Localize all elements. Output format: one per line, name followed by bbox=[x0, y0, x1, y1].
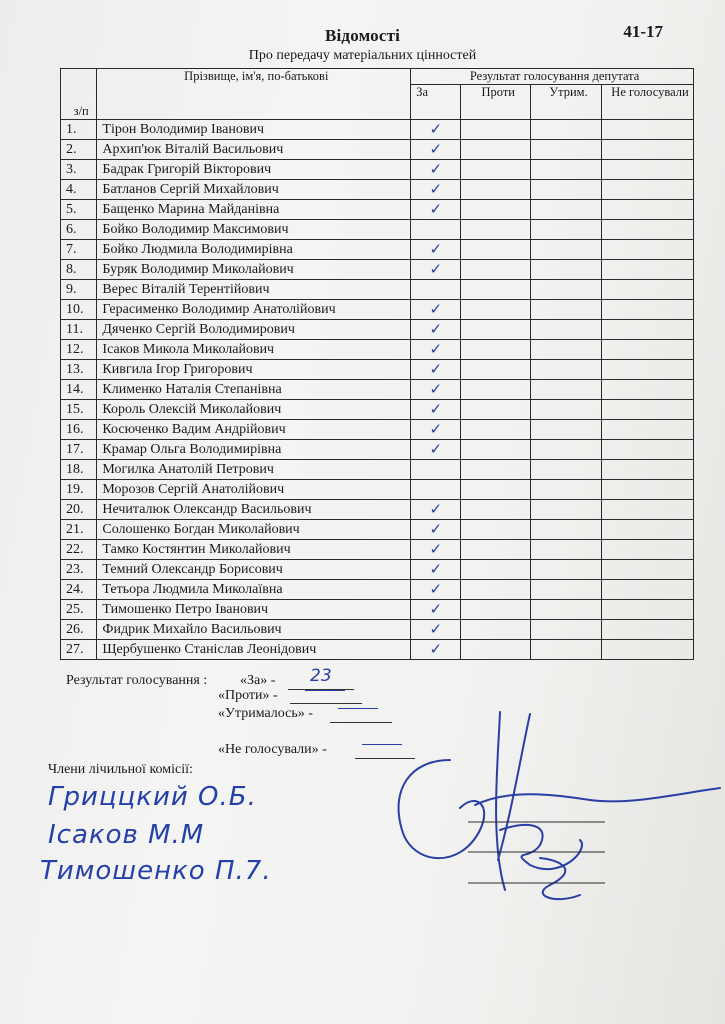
row-vote-proty bbox=[461, 260, 531, 280]
check-mark-icon: ✓ bbox=[429, 400, 443, 418]
row-vote-utr bbox=[531, 340, 602, 360]
table-row bbox=[61, 500, 694, 520]
row-vote-za bbox=[411, 440, 461, 460]
row-number: 17. bbox=[61, 440, 97, 460]
result-header: Результат голосування депутата bbox=[411, 69, 694, 85]
row-vote-proty bbox=[461, 180, 531, 200]
row-vote-ne bbox=[601, 600, 693, 620]
voting-table bbox=[60, 68, 694, 660]
row-vote-za bbox=[411, 520, 461, 540]
za-header: За bbox=[411, 85, 461, 120]
row-vote-ne bbox=[601, 500, 693, 520]
row-vote-za bbox=[411, 120, 461, 140]
row-number: 1. bbox=[61, 120, 97, 140]
name-header: Прізвище, ім'я, по-батькові bbox=[97, 69, 411, 120]
row-vote-proty bbox=[461, 160, 531, 180]
row-vote-za bbox=[411, 380, 461, 400]
row-name: Косюченко Вадим Андрійович bbox=[97, 420, 411, 440]
row-name: Кивгила Ігор Григорович bbox=[97, 360, 411, 380]
row-name: Морозов Сергій Анатолійович bbox=[97, 480, 411, 500]
row-number: 5. bbox=[61, 200, 97, 220]
row-vote-ne bbox=[601, 180, 693, 200]
check-mark-icon: ✓ bbox=[429, 500, 443, 518]
row-vote-utr bbox=[531, 480, 602, 500]
row-vote-utr bbox=[531, 240, 602, 260]
row-vote-za bbox=[411, 140, 461, 160]
row-name: Ісаков Микола Миколайович bbox=[97, 340, 411, 360]
row-number: 23. bbox=[61, 560, 97, 580]
check-mark-icon: ✓ bbox=[429, 140, 443, 158]
row-vote-za bbox=[411, 160, 461, 180]
table-row bbox=[61, 640, 694, 660]
table-row bbox=[61, 520, 694, 540]
row-vote-ne bbox=[601, 160, 693, 180]
row-vote-proty bbox=[461, 140, 531, 160]
table-row bbox=[61, 600, 694, 620]
row-number: 21. bbox=[61, 520, 97, 540]
result-ne-label: «Не голосували» - bbox=[218, 742, 327, 757]
row-name: Архип'юк Віталій Васильович bbox=[97, 140, 411, 160]
row-number: 19. bbox=[61, 480, 97, 500]
row-vote-za bbox=[411, 480, 461, 500]
table-row bbox=[61, 580, 694, 600]
result-proty-label: «Проти» - bbox=[218, 688, 278, 703]
row-vote-utr bbox=[531, 160, 602, 180]
row-number: 6. bbox=[61, 220, 97, 240]
row-vote-za bbox=[411, 600, 461, 620]
table-row bbox=[61, 360, 694, 380]
ne-header: Не голосували bbox=[601, 85, 693, 120]
document-title: Відомості bbox=[324, 26, 401, 45]
row-vote-proty bbox=[461, 600, 531, 620]
row-number: 14. bbox=[61, 380, 97, 400]
row-vote-ne bbox=[601, 520, 693, 540]
row-vote-za bbox=[411, 420, 461, 440]
row-vote-utr bbox=[531, 560, 602, 580]
row-vote-ne bbox=[601, 260, 693, 280]
row-vote-utr bbox=[531, 640, 602, 660]
commission-member-3-signature: Тимошенко П.7. bbox=[40, 856, 272, 886]
check-mark-icon: ✓ bbox=[429, 600, 443, 618]
check-mark-icon: ✓ bbox=[429, 560, 443, 578]
table-row bbox=[61, 460, 694, 480]
row-vote-ne bbox=[601, 420, 693, 440]
row-number: 24. bbox=[61, 580, 97, 600]
row-vote-proty bbox=[461, 640, 531, 660]
row-name: Крамар Ольга Володимирівна bbox=[97, 440, 411, 460]
row-name: Бащенко Марина Майданівна bbox=[97, 200, 411, 220]
row-vote-proty bbox=[461, 380, 531, 400]
row-vote-proty bbox=[461, 400, 531, 420]
row-vote-za bbox=[411, 580, 461, 600]
row-vote-proty bbox=[461, 480, 531, 500]
row-vote-utr bbox=[531, 460, 602, 480]
table-row bbox=[61, 420, 694, 440]
row-vote-za bbox=[411, 220, 461, 240]
row-name: Щербушенко Станіслав Леонідович bbox=[97, 640, 411, 660]
row-name: Тимошенко Петро Іванович bbox=[97, 600, 411, 620]
row-vote-utr bbox=[531, 600, 602, 620]
row-vote-utr bbox=[531, 580, 602, 600]
table-row bbox=[61, 200, 694, 220]
row-vote-utr bbox=[531, 500, 602, 520]
row-vote-utr bbox=[531, 280, 602, 300]
check-mark-icon: ✓ bbox=[429, 200, 443, 218]
check-mark-icon: ✓ bbox=[429, 320, 443, 338]
row-vote-utr bbox=[531, 140, 602, 160]
utr-dash bbox=[338, 708, 378, 709]
check-mark-icon: ✓ bbox=[429, 300, 443, 318]
row-vote-za bbox=[411, 240, 461, 260]
row-vote-ne bbox=[601, 640, 693, 660]
table-row bbox=[61, 220, 694, 240]
row-number: 18. bbox=[61, 460, 97, 480]
check-mark-icon: ✓ bbox=[429, 580, 443, 598]
row-name: Бойко Людмила Володимирівна bbox=[97, 240, 411, 260]
check-mark-icon: ✓ bbox=[429, 620, 443, 638]
row-vote-utr bbox=[531, 420, 602, 440]
row-number: 7. bbox=[61, 240, 97, 260]
proty-header: Проти bbox=[461, 85, 531, 120]
row-name: Герасименко Володимир Анатолійович bbox=[97, 300, 411, 320]
row-name: Могилка Анатолій Петрович bbox=[97, 460, 411, 480]
row-vote-za bbox=[411, 340, 461, 360]
row-name: Тамко Костянтин Миколайович bbox=[97, 540, 411, 560]
row-vote-ne bbox=[601, 220, 693, 240]
row-number: 25. bbox=[61, 600, 97, 620]
row-vote-ne bbox=[601, 120, 693, 140]
commission-label: Члени лічильної комісії: bbox=[48, 762, 193, 777]
row-vote-utr bbox=[531, 400, 602, 420]
row-vote-ne bbox=[601, 280, 693, 300]
row-vote-utr bbox=[531, 380, 602, 400]
check-mark-icon: ✓ bbox=[429, 240, 443, 258]
row-name: Фидрик Михайло Васильович bbox=[97, 620, 411, 640]
row-vote-proty bbox=[461, 120, 531, 140]
row-name: Дяченко Сергій Володимирович bbox=[97, 320, 411, 340]
row-number: 10. bbox=[61, 300, 97, 320]
check-mark-icon: ✓ bbox=[429, 260, 443, 278]
row-vote-ne bbox=[601, 340, 693, 360]
row-vote-utr bbox=[531, 360, 602, 380]
result-za-label: «За» - bbox=[240, 673, 276, 688]
row-vote-utr bbox=[531, 440, 602, 460]
row-vote-proty bbox=[461, 560, 531, 580]
row-vote-proty bbox=[461, 440, 531, 460]
row-name: Тірон Володимир Іванович bbox=[97, 120, 411, 140]
row-vote-proty bbox=[461, 580, 531, 600]
check-mark-icon: ✓ bbox=[429, 120, 443, 138]
row-number: 16. bbox=[61, 420, 97, 440]
row-number: 2. bbox=[61, 140, 97, 160]
row-vote-utr bbox=[531, 260, 602, 280]
table-row bbox=[61, 160, 694, 180]
proty-dash bbox=[305, 690, 345, 691]
num-header: з/п bbox=[61, 69, 97, 120]
row-name: Нечиталюк Олександр Васильович bbox=[97, 500, 411, 520]
row-vote-utr bbox=[531, 220, 602, 240]
result-label: Результат голосування : bbox=[66, 673, 208, 688]
row-vote-za bbox=[411, 620, 461, 640]
row-number: 11. bbox=[61, 320, 97, 340]
table-row bbox=[61, 300, 694, 320]
row-vote-ne bbox=[601, 480, 693, 500]
commission-member-2-signature: Ісаков М.М bbox=[48, 820, 205, 850]
table-row bbox=[61, 260, 694, 280]
row-vote-za bbox=[411, 640, 461, 660]
table-row bbox=[61, 340, 694, 360]
row-name: Батланов Сергій Михайлович bbox=[97, 180, 411, 200]
row-vote-utr bbox=[531, 320, 602, 340]
row-vote-utr bbox=[531, 180, 602, 200]
table-row bbox=[61, 140, 694, 160]
row-name: Бадрак Григорій Вікторович bbox=[97, 160, 411, 180]
row-vote-za bbox=[411, 320, 461, 340]
table-row bbox=[61, 540, 694, 560]
row-number: 13. bbox=[61, 360, 97, 380]
table-row bbox=[61, 380, 694, 400]
row-number: 22. bbox=[61, 540, 97, 560]
row-vote-utr bbox=[531, 540, 602, 560]
table-row bbox=[61, 440, 694, 460]
table-row bbox=[61, 240, 694, 260]
row-vote-ne bbox=[601, 300, 693, 320]
row-vote-za bbox=[411, 460, 461, 480]
row-vote-ne bbox=[601, 580, 693, 600]
row-vote-za bbox=[411, 200, 461, 220]
row-name: Верес Віталій Терентійович bbox=[97, 280, 411, 300]
check-mark-icon: ✓ bbox=[429, 440, 443, 458]
row-vote-za bbox=[411, 280, 461, 300]
row-vote-proty bbox=[461, 360, 531, 380]
row-vote-proty bbox=[461, 620, 531, 640]
row-vote-proty bbox=[461, 540, 531, 560]
row-vote-utr bbox=[531, 620, 602, 640]
row-number: 3. bbox=[61, 160, 97, 180]
row-vote-proty bbox=[461, 240, 531, 260]
row-vote-ne bbox=[601, 140, 693, 160]
row-vote-ne bbox=[601, 460, 693, 480]
check-mark-icon: ✓ bbox=[429, 540, 443, 558]
row-vote-za bbox=[411, 300, 461, 320]
check-mark-icon: ✓ bbox=[429, 160, 443, 178]
signature-scribbles bbox=[380, 700, 725, 910]
table-row bbox=[61, 180, 694, 200]
row-name: Бойко Володимир Максимович bbox=[97, 220, 411, 240]
check-mark-icon: ✓ bbox=[429, 520, 443, 538]
row-vote-proty bbox=[461, 200, 531, 220]
check-mark-icon: ✓ bbox=[429, 380, 443, 398]
row-vote-ne bbox=[601, 240, 693, 260]
row-vote-proty bbox=[461, 300, 531, 320]
commission-member-1-signature: Гриццкий О.Б. bbox=[48, 782, 257, 812]
proty-line bbox=[290, 703, 362, 704]
row-number: 12. bbox=[61, 340, 97, 360]
table-row bbox=[61, 280, 694, 300]
row-vote-za bbox=[411, 560, 461, 580]
table-row bbox=[61, 120, 694, 140]
row-vote-ne bbox=[601, 360, 693, 380]
table-row bbox=[61, 320, 694, 340]
row-vote-za bbox=[411, 400, 461, 420]
row-vote-za bbox=[411, 360, 461, 380]
table-header-row bbox=[61, 69, 694, 85]
row-vote-za bbox=[411, 180, 461, 200]
row-number: 27. bbox=[61, 640, 97, 660]
row-number: 20. bbox=[61, 500, 97, 520]
row-number: 8. bbox=[61, 260, 97, 280]
row-vote-ne bbox=[601, 320, 693, 340]
row-number: 15. bbox=[61, 400, 97, 420]
check-mark-icon: ✓ bbox=[429, 420, 443, 438]
row-vote-za bbox=[411, 500, 461, 520]
row-vote-proty bbox=[461, 420, 531, 440]
table-row bbox=[61, 480, 694, 500]
row-vote-proty bbox=[461, 460, 531, 480]
row-vote-utr bbox=[531, 300, 602, 320]
document-subtitle: Про передачу матеріальних цінностей bbox=[248, 48, 477, 63]
row-vote-ne bbox=[601, 400, 693, 420]
row-vote-proty bbox=[461, 520, 531, 540]
result-utr-label: «Утрималось» - bbox=[218, 706, 313, 721]
row-vote-utr bbox=[531, 520, 602, 540]
row-number: 4. bbox=[61, 180, 97, 200]
row-vote-za bbox=[411, 260, 461, 280]
table-row bbox=[61, 560, 694, 580]
check-mark-icon: ✓ bbox=[429, 340, 443, 358]
row-name: Король Олексій Миколайович bbox=[97, 400, 411, 420]
row-name: Солошенко Богдан Миколайович bbox=[97, 520, 411, 540]
document-number: 41-17 bbox=[623, 22, 663, 41]
utr-header: Утрим. bbox=[531, 85, 602, 120]
row-vote-proty bbox=[461, 220, 531, 240]
row-vote-ne bbox=[601, 540, 693, 560]
row-name: Клименко Наталія Степанівна bbox=[97, 380, 411, 400]
table-row bbox=[61, 620, 694, 640]
row-name: Буряк Володимир Миколайович bbox=[97, 260, 411, 280]
row-vote-proty bbox=[461, 280, 531, 300]
check-mark-icon: ✓ bbox=[429, 360, 443, 378]
row-number: 9. bbox=[61, 280, 97, 300]
row-vote-utr bbox=[531, 200, 602, 220]
row-vote-za bbox=[411, 540, 461, 560]
row-vote-ne bbox=[601, 560, 693, 580]
row-vote-ne bbox=[601, 200, 693, 220]
check-mark-icon: ✓ bbox=[429, 180, 443, 198]
row-vote-proty bbox=[461, 340, 531, 360]
row-name: Тетьора Людмила Миколаївна bbox=[97, 580, 411, 600]
row-number: 26. bbox=[61, 620, 97, 640]
row-vote-proty bbox=[461, 500, 531, 520]
row-name: Темний Олександр Борисович bbox=[97, 560, 411, 580]
za-count-value: 23 bbox=[310, 666, 332, 686]
row-vote-ne bbox=[601, 440, 693, 460]
row-vote-ne bbox=[601, 380, 693, 400]
row-vote-proty bbox=[461, 320, 531, 340]
row-vote-utr bbox=[531, 120, 602, 140]
table-row bbox=[61, 400, 694, 420]
check-mark-icon: ✓ bbox=[429, 640, 443, 658]
row-vote-ne bbox=[601, 620, 693, 640]
